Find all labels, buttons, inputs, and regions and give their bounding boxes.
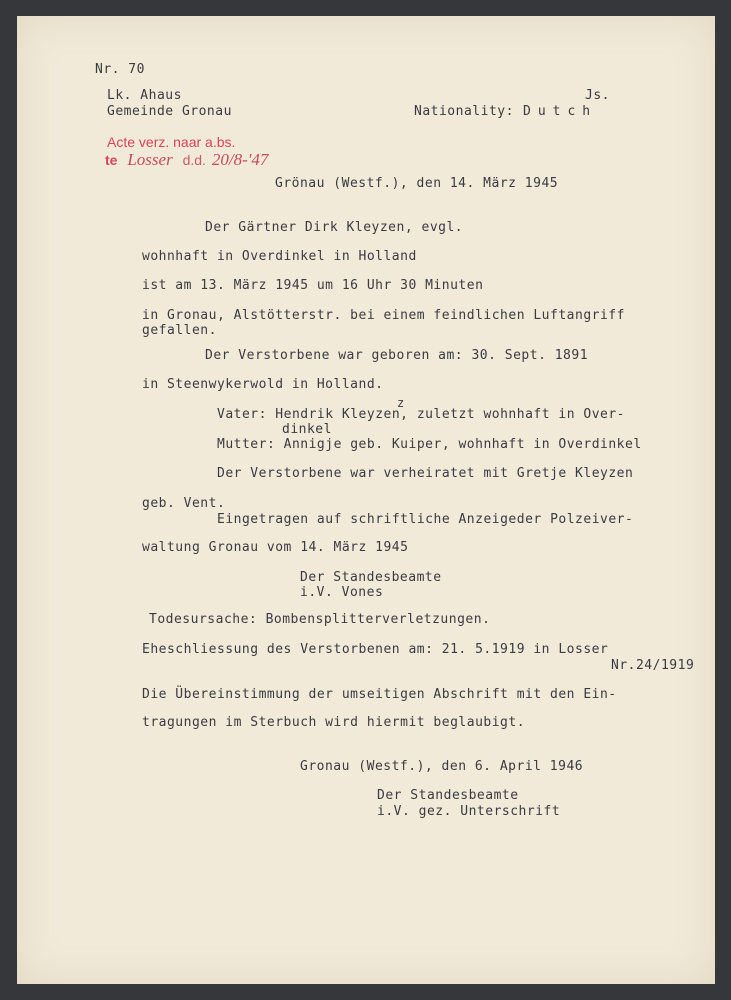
stamp-date-handwritten: 20/8-'47	[211, 150, 269, 169]
stamp-dd: d.d.	[182, 152, 206, 168]
nationality-value: Dutch	[523, 104, 598, 119]
registrar-name: i.V. Vones	[300, 585, 384, 600]
registration-line: Eingetragen auf schriftliche Anzeigeder Polzeiver-	[217, 512, 634, 527]
closing-place-date: Gronau (Westf.), den 6. April 1946	[300, 759, 584, 774]
cause-of-death: Todesursache: Bombensplitterverletzungen.	[149, 612, 491, 627]
stamp-line: Acte verz. naar a.bs.	[107, 134, 236, 150]
document-page	[17, 16, 715, 984]
father-line-continued: dinkel	[282, 422, 332, 437]
closing-registrar-title: Der Standesbeamte	[377, 788, 519, 803]
death-cause-line: gefallen.	[142, 323, 217, 338]
stamp-prefix: te	[105, 152, 118, 168]
residence-line: wohnhaft in Overdinkel in Holland	[142, 249, 417, 264]
municipality-label: Gemeinde Gronau	[107, 104, 232, 119]
closing-registrar-signature: i.V. gez. Unterschrift	[377, 804, 561, 819]
father-name-correction: z	[397, 396, 405, 410]
district-label: Lk. Ahaus	[107, 88, 182, 103]
deceased-name-line: Der Gärtner Dirk Kleyzen, evgl.	[205, 220, 464, 235]
birthplace-line: in Steenwykerwold in Holland.	[142, 377, 384, 392]
spouse-line: Der Verstorbene war verheiratet mit Gretje Kleyzen	[217, 466, 634, 481]
marriage-line: Eheschliessung des Verstorbenen am: 21. 5.1919 in Losser	[142, 642, 609, 657]
js-label: Js.	[585, 88, 610, 103]
certification-line-continued: tragungen im Sterbuch wird hiermit beglaubigt.	[142, 715, 526, 730]
stamp-annotation	[105, 150, 268, 170]
mother-line: Mutter: Annigje geb. Kuiper, wohnhaft in Overdinkel	[217, 437, 642, 452]
marriage-register-number: Nr.24/1919	[611, 658, 695, 673]
father-line: Vater: Hendrik Kleyzen, zuletzt wohnhaft in Over-	[217, 407, 626, 422]
place-date: Grönau (Westf.), den 14. März 1945	[275, 176, 559, 191]
stamp-place-handwritten: Losser	[127, 150, 173, 169]
nationality-label: Nationality:	[414, 104, 514, 119]
birth-line: Der Verstorbene war geboren am: 30. Sept. 1891	[205, 348, 589, 363]
document-number: Nr. 70	[95, 62, 145, 77]
spouse-line-continued: geb. Vent.	[142, 496, 226, 511]
registrar-title: Der Standesbeamte	[300, 570, 442, 585]
death-location-line: in Gronau, Alstötterstr. bei einem feindlichen Luftangriff	[142, 308, 625, 323]
death-time-line: ist am 13. März 1945 um 16 Uhr 30 Minuten	[142, 278, 484, 293]
certification-line: Die Übereinstimmung der umseitigen Abschrift mit den Ein-	[142, 687, 617, 702]
registration-line-continued: waltung Gronau vom 14. März 1945	[142, 540, 409, 555]
